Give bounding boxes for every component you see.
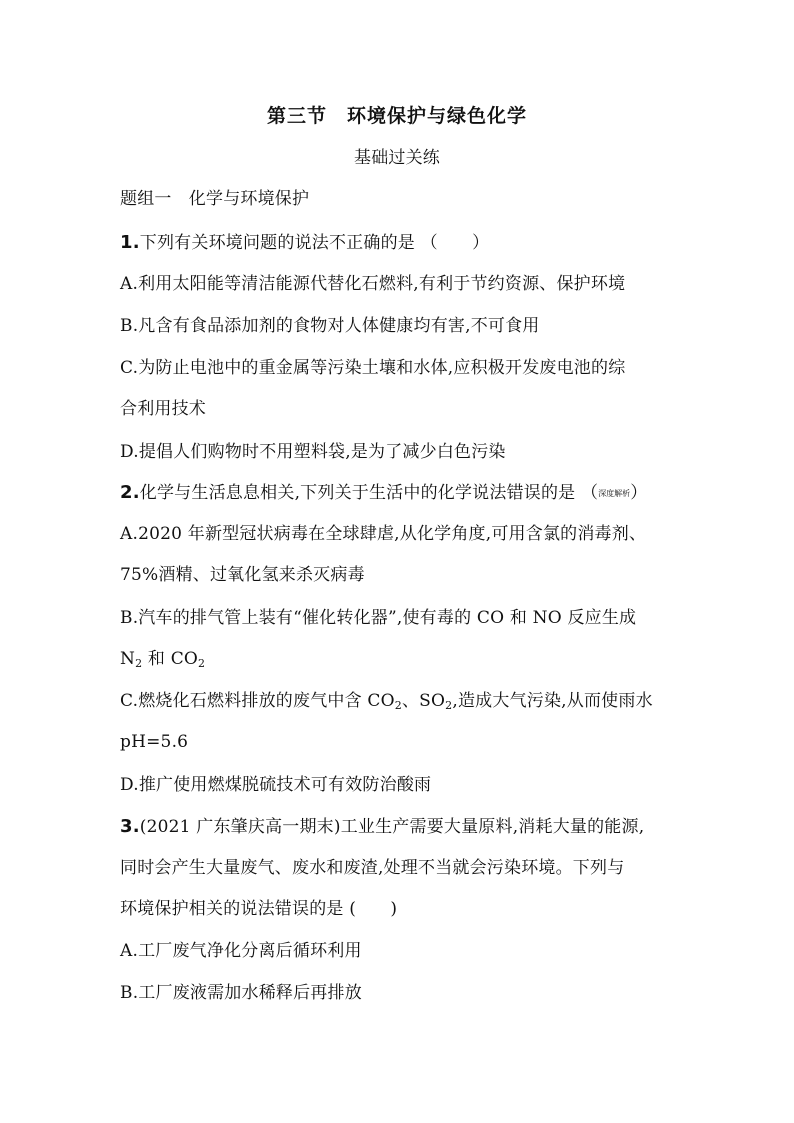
question-3-text: (2021 广东肇庆高一期末)工业生产需要大量原料,消耗大量的能源,	[139, 817, 645, 837]
question-2-option-a-line1: A.2020 年新型冠状病毒在全球肆虐,从化学角度,可用含氯的消毒剂、	[120, 524, 647, 544]
question-3-stem-line2: 同时会产生大量废气、废水和废渣,处理不当就会污染环境。下列与	[120, 858, 625, 878]
subscript: 2	[198, 657, 206, 670]
question-1-option-d: D.提倡人们购物时不用塑料袋,是为了减少白色污染	[120, 442, 506, 462]
question-2-stem	[120, 481, 647, 506]
question-3-option-a: A.工厂废气净化分离后循环利用	[120, 941, 362, 961]
subscript: 2	[445, 699, 453, 712]
question-1-option-c-line1: C.为防止电池中的重金属等污染土壤和水体,应积极开发废电池的综	[120, 358, 626, 378]
option-text: C.燃烧化石燃料排放的废气中含 CO	[120, 691, 395, 711]
option-text: 、SO	[401, 691, 446, 711]
question-2-option-c-line1	[120, 689, 653, 713]
question-3-stem-line1	[120, 815, 644, 839]
question-2-option-b-line2	[120, 647, 205, 671]
question-group-heading: 题组一 化学与环境保护	[120, 189, 310, 209]
question-2-option-b-line1: B.汽车的排气管上装有“催化转化器”,使有毒的 CO 和 NO 反应生成	[120, 608, 637, 628]
question-3-stem-line3: 环境保护相关的说法错误的是 ( )	[120, 899, 398, 919]
option-text: ,造成大气污染,从而使雨水	[452, 691, 653, 711]
section-subtitle: 基础过关练	[354, 148, 440, 168]
deep-analysis-tag: 深度解析	[598, 489, 631, 498]
question-2-option-a-line2: 75%酒精、过氧化氢来杀灭病毒	[120, 565, 365, 585]
question-1-stem	[120, 231, 489, 255]
question-2-option-d: D.推广使用燃煤脱硫技术可有效防治酸雨	[120, 775, 432, 795]
question-1-option-a: A.利用太阳能等清洁能源代替化石燃料,有利于节约资源、保护环境	[120, 274, 626, 294]
subscript: 2	[394, 699, 402, 712]
question-1-number: 1.	[120, 232, 140, 253]
question-2-text: 化学与生活息息相关,下列关于生活中的化学说法错误的是 （	[139, 483, 599, 503]
question-1-option-c-line2: 合利用技术	[120, 399, 206, 419]
question-2-paren-close: ）	[630, 483, 648, 503]
question-2-option-c-line2: pH=5.6	[120, 732, 189, 752]
subscript: 2	[135, 657, 143, 670]
question-3-option-b: B.工厂废液需加水稀释后再排放	[120, 983, 362, 1003]
formula-co2: 和 CO	[142, 649, 199, 669]
question-2-number: 2.	[120, 482, 140, 503]
question-3-number: 3.	[120, 816, 140, 837]
question-1-text: 下列有关环境问题的说法不正确的是 （ ）	[139, 233, 490, 253]
section-title: 第三节 环境保护与绿色化学	[266, 105, 527, 127]
formula-n2: N	[120, 649, 136, 669]
question-1-option-b: B.凡含有食品添加剂的食物对人体健康均有害,不可食用	[120, 316, 540, 336]
